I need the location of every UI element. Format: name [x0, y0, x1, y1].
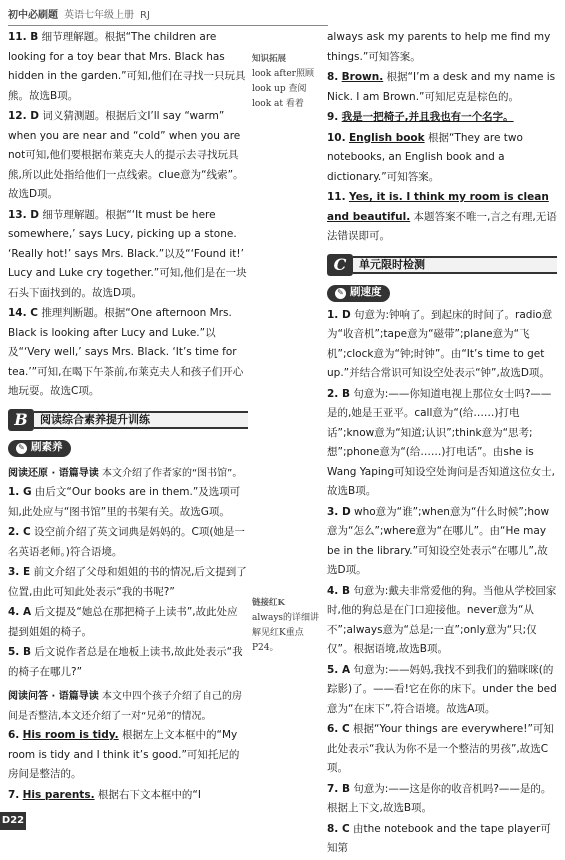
page-number: D22: [0, 812, 26, 830]
item-explanation: 句意为:——这是你的收音机吗?——是的。根据上下文,故选B项。: [327, 782, 552, 814]
item-number: 6. C: [327, 723, 350, 735]
item-explanation: 本题答案不唯一,言之有理,无语法错误即可。: [327, 210, 557, 242]
item-answer: Brown.: [341, 71, 384, 83]
item-explanation: 后文提及“她总在那把椅子上读书”,故此处应提到姐姐的椅子。: [8, 606, 238, 638]
item-number: 11. B: [8, 31, 39, 43]
intro-text: 本文介绍了作者家的“图书馆”。: [101, 467, 243, 479]
item-explanation: always ask my parents to help me find my things.”可知答案。: [327, 31, 551, 63]
item-answer: 我是一把椅子,并且我也有一个名字。: [341, 111, 514, 123]
item-explanation: 细节理解题。根据“The children are looking for a toy bear that Mrs. Black has hidden in the garden.”可知,他们在寻找一只玩具熊。故选B项。: [8, 31, 246, 102]
side-note-text: always的详细讲解见红K重点P24。: [252, 613, 320, 653]
side-note-label: 链接红K: [252, 598, 285, 608]
item-explanation: 后文说作者总是在地板上读书,故此处表示“我的椅子在哪儿?”: [8, 646, 243, 678]
answer-item: [8, 28, 248, 106]
pencil-icon: ✎: [16, 443, 27, 454]
section-title-b: 阅读综合素养提升训练: [34, 411, 248, 429]
left-column: [8, 28, 248, 806]
item-explanation: 词义猜测题。根据后文I’ll say “warm” when you are near and “cold” when you are not可知,他们要根据布莱克夫人的提示去寻找玩具熊,所以此处指给他们一点线索。clue意为“线索”。故选D项。: [8, 110, 244, 200]
right-column: [327, 28, 557, 860]
item-answer: English book: [348, 131, 425, 144]
item-explanation: 根据“I’m a desk and my name is Nick. I am Brown.”可知尼克是棕色的。: [327, 71, 556, 103]
item-number: 4. A: [8, 606, 32, 618]
item-number: 4. B: [327, 584, 350, 597]
answer-item: [327, 780, 557, 819]
side-note-link: [252, 596, 320, 656]
reading-intro-1: [8, 464, 248, 484]
item-explanation: 句意为:戴夫非常爱他的狗。当他从学校回家时,他的狗总是在门口迎接他。never意为“从不”;always意为“总是;一直”;only意为“只;仅仅”。根据语境,故选B项。: [327, 584, 557, 655]
answer-item: [327, 820, 557, 859]
answer-item: [327, 503, 557, 581]
item-number: 7.: [8, 788, 20, 801]
item-number: 10.: [327, 131, 346, 144]
pill-label: 刷速度: [350, 286, 382, 299]
item-number: 8. C: [327, 822, 350, 835]
item-number: 9.: [327, 111, 339, 123]
answer-item: [327, 129, 557, 188]
item-number: 6.: [8, 729, 20, 741]
answer-item: [8, 107, 248, 205]
item-explanation: 句意为:钟响了。到起床的时间了。radio意为“收音机”;tape意为“磁带”;plane意为“飞机”;clock意为“钟;时钟”。由“It’s time to get up.”并结合常识可知设空处表示“钟”,故选D项。: [327, 308, 553, 379]
pill-label: 刷素养: [31, 441, 63, 454]
answer-item: [327, 582, 557, 660]
item-explanation: 设空前介绍了英文词典是妈妈的。C项(她是一名英语老师。)符合语境。: [8, 526, 245, 558]
item-explanation: 由后文“Our books are in them.”及选项可知,此处应与“图书馆”里的书架有关。故选G项。: [8, 486, 241, 518]
item-answer: Yes, it is. I think my room is clean and beautiful.: [327, 191, 549, 223]
item-number: 3. D: [327, 505, 351, 518]
answer-item: [327, 720, 557, 779]
intro-label: 阅读还原 · 语篇导读: [8, 467, 99, 479]
reading-intro-2: [8, 687, 248, 726]
section-title-c: 单元限时检测: [353, 256, 557, 274]
item-answer: His room is tidy.: [22, 729, 119, 741]
item-number: 11.: [327, 191, 346, 203]
answer-item: [8, 726, 248, 785]
edition-tag: RJ: [140, 10, 150, 22]
section-banner-c: [327, 253, 557, 277]
answer-item: [327, 385, 557, 502]
answer-item: [327, 306, 557, 384]
answer-item: [8, 603, 248, 642]
answer-item: [8, 563, 248, 602]
item-number: 12. D: [8, 110, 39, 122]
item-explanation: 细节理解题。根据“‘It must be here somewhere,’ says Lucy, picking up a stone. ‘Really hot!’ says Mrs. Black.”以及“‘Found it!’ Lucy and Luke cry together.”可知,他们是在一块石头下面找到的。故选D项。: [8, 208, 247, 299]
item-explanation: who意为“谁”;when意为“什么时候”;how意为“怎么”;where意为“在哪儿”。由“He may be in the library.”可知设空处表示“在哪儿”,故选D项。: [327, 505, 550, 576]
answer-item: [8, 523, 248, 562]
intro-text: 本文中四个孩子介绍了自己的房间是否整洁,本文还介绍了一对“兄弟”的情况。: [8, 691, 242, 722]
answer-item: [327, 68, 557, 107]
section-banner-b: [8, 408, 248, 432]
answer-item: [8, 304, 248, 402]
pill-shuasudu: [327, 285, 390, 302]
item-explanation: 由the notebook and the tape player可知第: [327, 822, 551, 854]
item-explanation: 根据右下文本框中的“I: [97, 788, 201, 801]
item-explanation: 根据“They are two notebooks, an English book and a dictionary.”可知答案。: [327, 131, 523, 183]
item-number: 3. E: [8, 566, 31, 578]
item-number: 7. B: [327, 782, 350, 795]
item-number: 8.: [327, 71, 339, 83]
item-number: 14. C: [8, 307, 38, 319]
item-explanation: 句意为:——妈妈,我找不到我们的猫咪咪(的踪影)了。——看!它在你的床下。under the bed意为“在床下”,符合语境。故选A项。: [327, 663, 557, 715]
item-number: 5. B: [8, 646, 31, 658]
side-note-knowledge: [252, 52, 320, 112]
answer-item: [8, 206, 248, 304]
item-number: 2. B: [327, 387, 350, 400]
item-explanation: 根据“Your things are everywhere!”可知此处表示“我认为你不是一个整洁的男孩”,故选C项。: [327, 723, 554, 774]
intro-label: 阅读问答 · 语篇导读: [8, 691, 99, 702]
item-explanation: 根据左上文本框中的“My room is tidy and I think it’s good.”可知托尼的房间是整洁的。: [8, 729, 240, 780]
page-header: [8, 6, 328, 26]
answer-item: [327, 661, 557, 720]
series-name: 初中必刷题: [8, 10, 58, 22]
item-number: 1. G: [8, 486, 32, 498]
item-answer: His parents.: [22, 788, 95, 801]
book-name: 英语七年级上册: [64, 10, 134, 22]
section-letter-b: B: [8, 409, 34, 431]
section-letter-c: C: [327, 254, 353, 276]
item-number: 1. D: [327, 308, 351, 321]
item-explanation: 推理判断题。根据“One afternoon Mrs. Black is looking after Lucy and Luke.”以及“‘Very well,’ says Mrs. Black. ‘It’s time for tea.’”可知,在喝下午茶前,布莱克夫人和孩子们开心地玩耍。故选C项。: [8, 307, 244, 397]
item-number: 2. C: [8, 526, 31, 538]
item-number: 13. D: [8, 208, 39, 221]
answer-item: [327, 28, 557, 67]
side-note-text: look after照顾 look up 查阅 look at 看着: [252, 69, 314, 109]
answer-item: [327, 188, 557, 247]
answer-item: [327, 108, 557, 128]
item-explanation: 前文介绍了父母和姐姐的书的情况,后文提到了位置,由此可知此处表示“我的书呢?”: [8, 566, 247, 598]
answer-item: [8, 643, 248, 682]
side-note-label: 知识拓展: [252, 54, 287, 64]
answer-item: [8, 483, 248, 522]
item-explanation: 句意为:——你知道电视上那位女士吗?——是的,她是王亚平。call意为“(给……)打电话”;know意为“知道;认识”;think意为“思考;想”;phone意为“(给……)打电话”。由she is Wang Yaping可知设空处询问是否知道这位女士,故选B项。: [327, 387, 555, 497]
answer-item: [8, 786, 248, 806]
pencil-icon: ✎: [335, 288, 346, 299]
item-number: 5. A: [327, 663, 351, 676]
pill-shuasuyang: [8, 440, 71, 457]
